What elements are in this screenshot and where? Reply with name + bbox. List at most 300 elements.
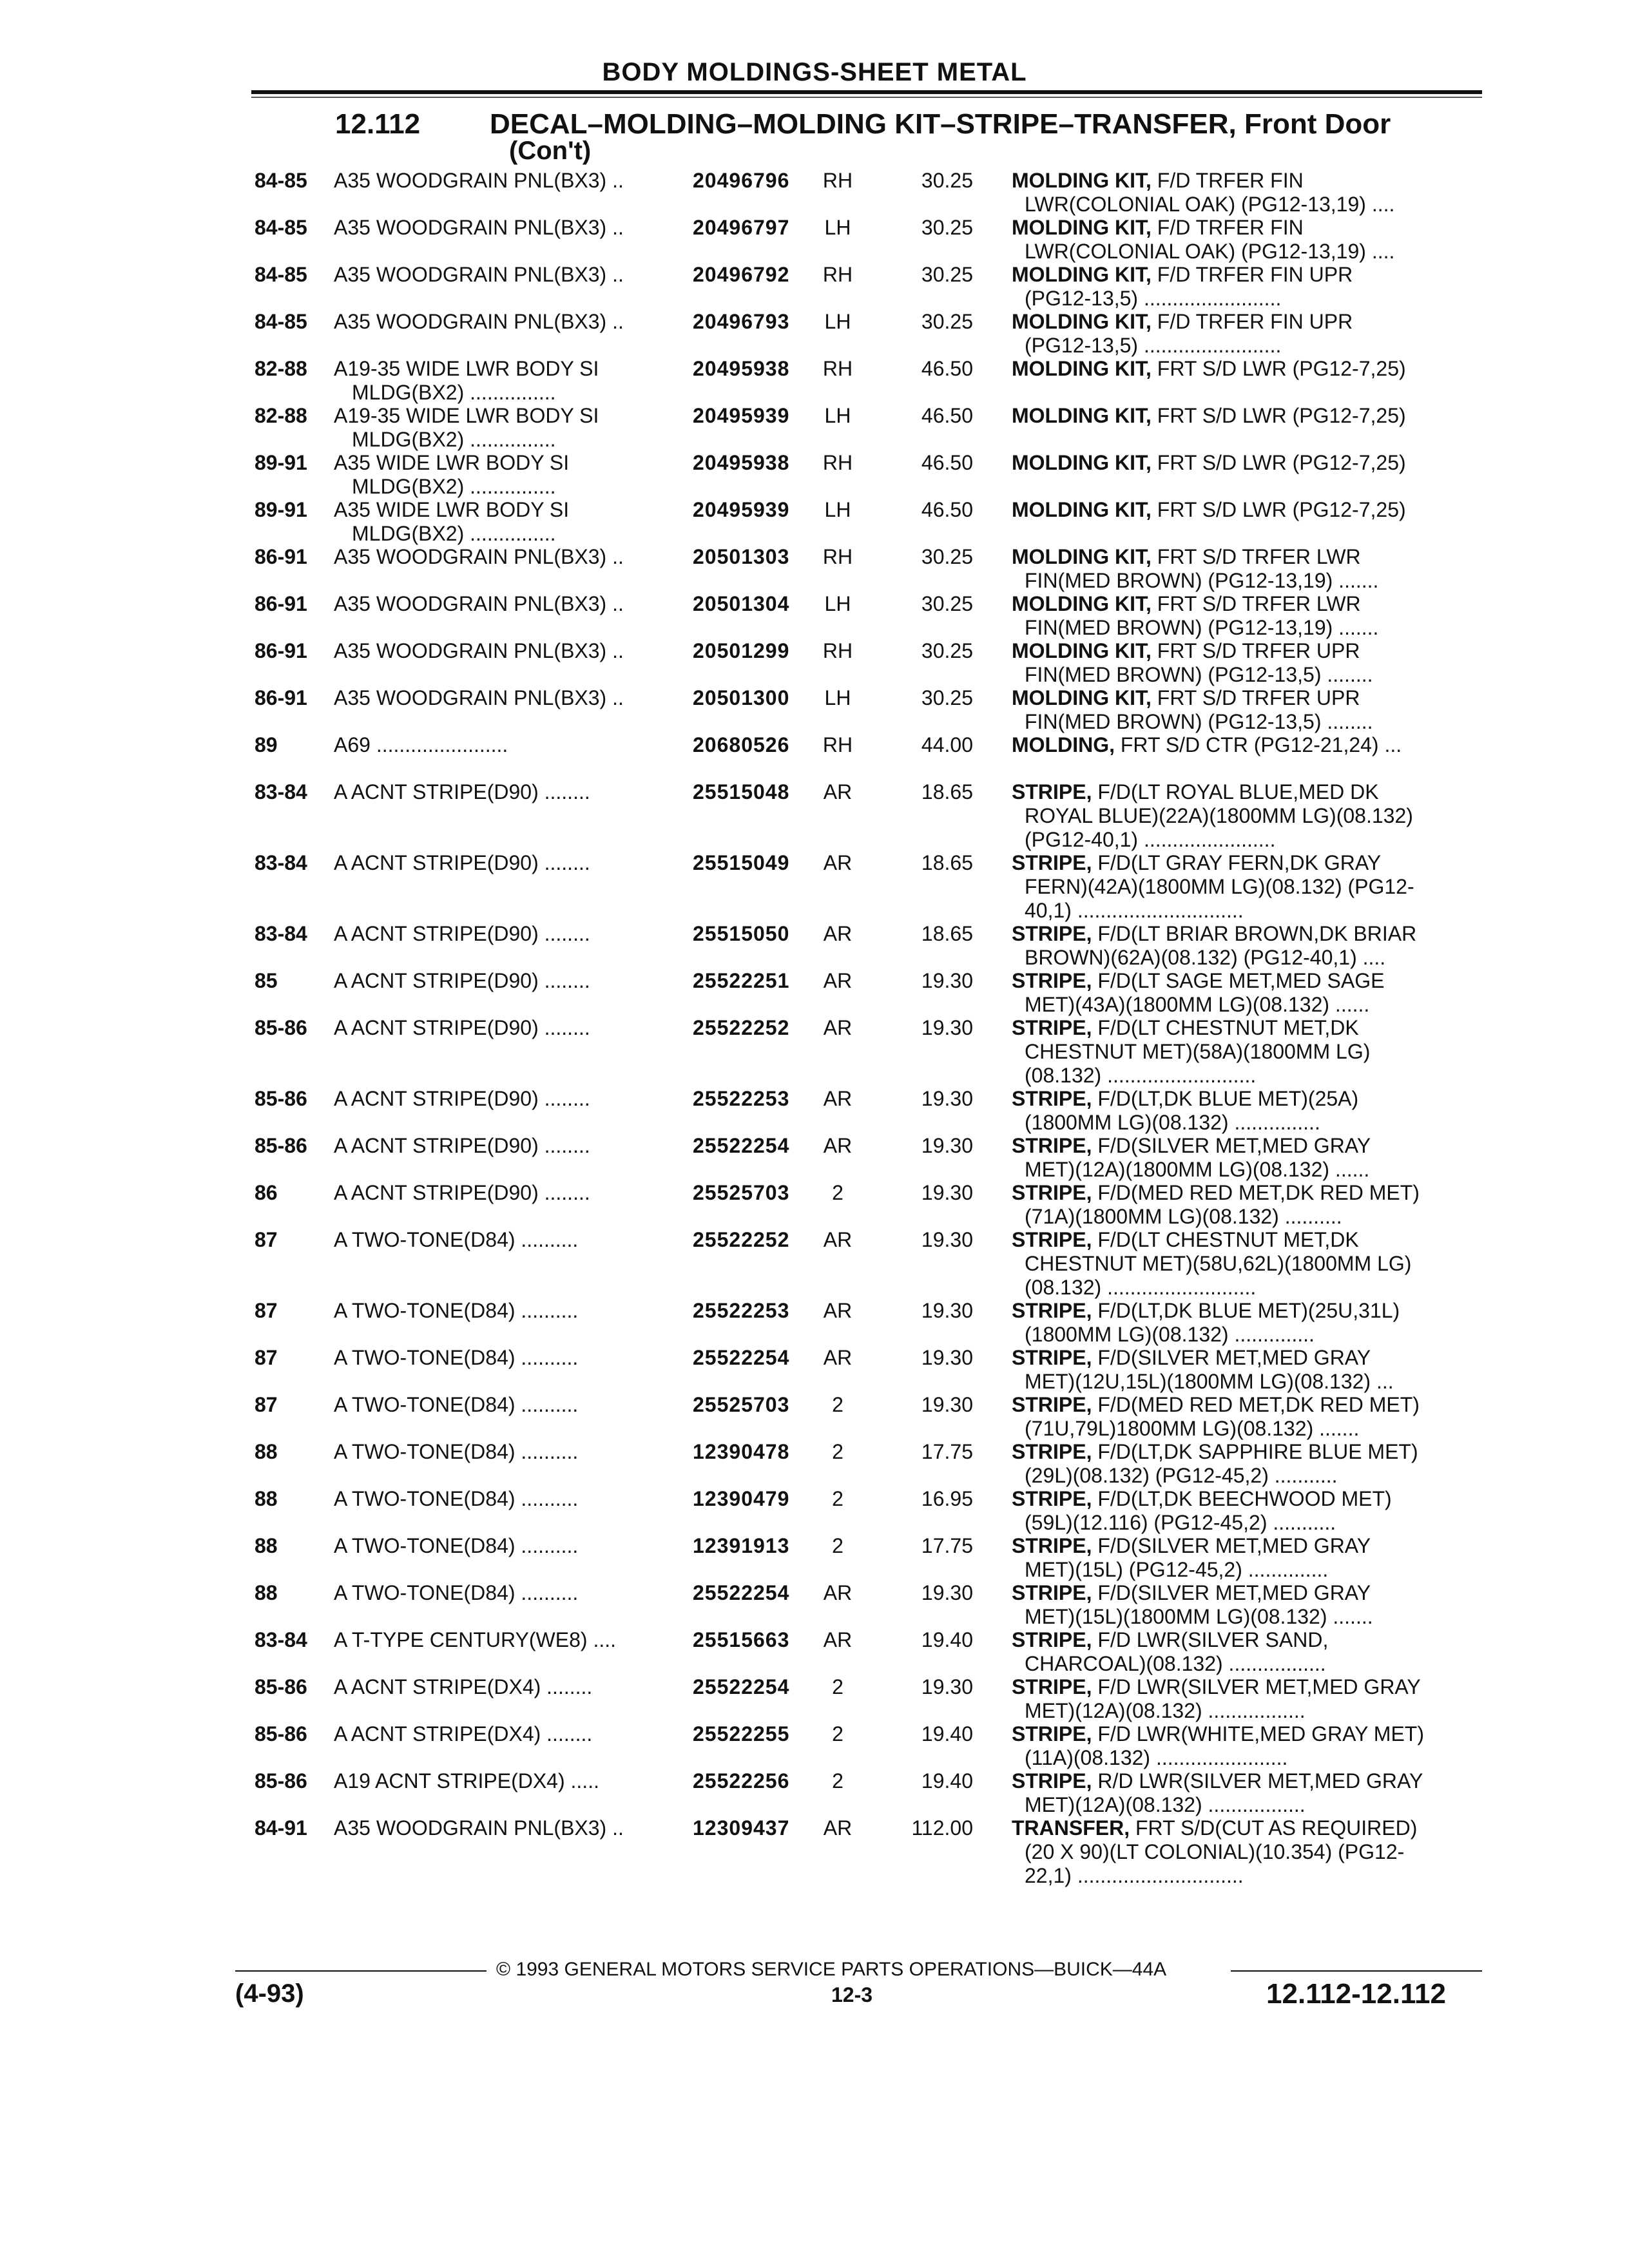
detail-line: CHESTNUT MET)(58U,62L)(1800MM LG): [1025, 1252, 1412, 1275]
detail-line: [1012, 969, 1482, 993]
description-line: A35 WOODGRAIN PNL(BX3) ..: [334, 592, 624, 615]
section-heading: [335, 108, 1391, 140]
part-name: STRIPE,: [1012, 851, 1092, 874]
price: 30.25: [921, 545, 973, 568]
footer-copyright: © 1993 GENERAL MOTORS SERVICE PARTS OPERATIONS—BUICK—44A: [496, 1959, 1167, 1980]
table-row: [0, 1816, 1629, 1887]
description-line: A TWO-TONE(D84) ..........: [334, 1487, 579, 1510]
part-name-detail: [1012, 1769, 1482, 1817]
detail-text: F/D(LT SAGE MET,MED SAGE: [1092, 969, 1385, 992]
part-name-detail: [1012, 1346, 1482, 1394]
quantity: 2: [832, 1487, 843, 1510]
quantity: LH: [824, 310, 851, 333]
model-years: 84-85: [255, 216, 307, 239]
part-name: STRIPE,: [1012, 1487, 1092, 1510]
table-row: [0, 263, 1629, 310]
model-years: 89-91: [255, 451, 307, 474]
quantity: AR: [823, 922, 853, 945]
detail-text: F/D(LT,DK SAPPHIRE BLUE MET): [1092, 1440, 1418, 1463]
part-number: 25515050: [693, 922, 790, 945]
part-name: STRIPE,: [1012, 1228, 1092, 1251]
quantity: 2: [832, 1675, 843, 1698]
table-row: [0, 1087, 1629, 1134]
detail-line: [1012, 686, 1482, 710]
table-row: [0, 545, 1629, 592]
part-name-detail: [1012, 451, 1482, 475]
part-number: 20501303: [693, 545, 790, 568]
table-row: [0, 310, 1629, 357]
part-name: STRIPE,: [1012, 1534, 1092, 1557]
footer-section-range: 12.112-12.112: [1266, 1978, 1446, 2010]
detail-text: F/D(LT CHESTNUT MET,DK: [1092, 1228, 1359, 1251]
detail-text: FRT S/D LWR (PG12-7,25): [1151, 498, 1406, 521]
detail-text: FRT S/D LWR (PG12-7,25): [1151, 451, 1406, 474]
part-name-detail: [1012, 404, 1482, 428]
quantity: AR: [823, 780, 853, 803]
item-description: [334, 1487, 675, 1511]
part-name: STRIPE,: [1012, 1134, 1092, 1157]
part-name: STRIPE,: [1012, 1440, 1092, 1463]
part-name-detail: [1012, 851, 1482, 923]
detail-line: [1012, 169, 1482, 193]
part-name-detail: [1012, 592, 1482, 640]
detail-line: MET)(43A)(1800MM LG)(08.132) ......: [1025, 993, 1370, 1016]
table-row: [0, 1016, 1629, 1087]
part-name: STRIPE,: [1012, 969, 1092, 992]
quantity: AR: [823, 1087, 853, 1110]
part-name: MOLDING KIT,: [1012, 639, 1152, 662]
part-number: 25522254: [693, 1675, 790, 1698]
table-row: [0, 851, 1629, 922]
part-name-detail: [1012, 780, 1482, 852]
detail-line: MET)(12A)(08.132) .................: [1025, 1699, 1306, 1722]
model-years: 84-85: [255, 310, 307, 333]
detail-line: [1012, 310, 1482, 334]
model-years: 86-91: [255, 592, 307, 615]
quantity: LH: [824, 216, 851, 239]
price: 19.40: [921, 1628, 973, 1651]
table-row: [0, 1134, 1629, 1181]
detail-line: [1012, 263, 1482, 287]
part-name-detail: [1012, 969, 1482, 1017]
description-line: A19-35 WIDE LWR BODY SI: [334, 357, 599, 380]
table-row: [0, 1628, 1629, 1675]
part-name-detail: [1012, 733, 1482, 757]
price: 44.00: [921, 733, 973, 756]
item-description: [334, 357, 675, 405]
part-name-detail: [1012, 686, 1482, 734]
quantity: RH: [822, 733, 853, 756]
model-years: 87: [255, 1228, 278, 1251]
table-row: [0, 1722, 1629, 1769]
quantity: AR: [823, 851, 853, 874]
detail-line: FIN(MED BROWN) (PG12-13,19) .......: [1025, 616, 1379, 639]
table-row: [0, 1299, 1629, 1346]
item-description: [334, 169, 675, 193]
part-number: 25515663: [693, 1628, 790, 1651]
model-years: 84-85: [255, 169, 307, 192]
part-name-detail: [1012, 545, 1482, 593]
price: 30.25: [921, 310, 973, 333]
model-years: 88: [255, 1581, 278, 1604]
detail-text: F/D(LT ROYAL BLUE,MED DK: [1092, 780, 1379, 803]
description-line: A35 WOODGRAIN PNL(BX3) ..: [334, 545, 624, 568]
part-name: MOLDING KIT,: [1012, 357, 1152, 380]
quantity: AR: [823, 1581, 853, 1604]
price: 19.40: [921, 1722, 973, 1745]
part-name: STRIPE,: [1012, 1581, 1092, 1604]
description-line: A35 WIDE LWR BODY SI: [334, 498, 570, 521]
detail-line: [1012, 592, 1482, 616]
quantity: RH: [822, 545, 853, 568]
part-name: STRIPE,: [1012, 1181, 1092, 1204]
footer-rule-right: [1231, 1970, 1482, 1972]
item-description: [334, 263, 675, 287]
model-years: 84-91: [255, 1816, 307, 1840]
part-number: 20680526: [693, 733, 790, 756]
part-number: 20501304: [693, 592, 790, 615]
price: 19.30: [921, 969, 973, 992]
part-number: 25525703: [693, 1181, 790, 1204]
price: 19.30: [921, 1581, 973, 1604]
part-name-detail: [1012, 1087, 1482, 1135]
model-years: 87: [255, 1346, 278, 1369]
item-description: [334, 1346, 675, 1370]
part-number: 12309437: [693, 1816, 790, 1840]
item-description: [334, 1581, 675, 1605]
item-description: [334, 969, 675, 993]
price: 19.30: [921, 1228, 973, 1251]
page-header-title: BODY MOLDINGS-SHEET METAL: [602, 58, 1027, 86]
detail-line: [1012, 1016, 1482, 1040]
detail-line: FIN(MED BROWN) (PG12-13,19) .......: [1025, 569, 1379, 592]
item-description: [334, 216, 675, 240]
detail-text: F/D TRFER FIN: [1151, 169, 1304, 192]
detail-line: FIN(MED BROWN) (PG12-13,5) ........: [1025, 663, 1373, 686]
detail-line: [1012, 1440, 1482, 1464]
item-description: [334, 1816, 675, 1840]
detail-text: F/D(LT BRIAR BROWN,DK BRIAR: [1092, 922, 1417, 945]
model-years: 86-91: [255, 639, 307, 662]
price: 30.25: [921, 169, 973, 192]
model-years: 89-91: [255, 498, 307, 521]
quantity: AR: [823, 969, 853, 992]
model-years: 83-84: [255, 922, 307, 945]
table-row: [0, 1581, 1629, 1628]
item-description: [334, 1299, 675, 1323]
item-description: [334, 310, 675, 334]
part-name-detail: [1012, 1181, 1482, 1229]
detail-line: LWR(COLONIAL OAK) (PG12-13,19) ....: [1025, 240, 1395, 263]
table-row: [0, 216, 1629, 263]
item-description: [334, 498, 675, 546]
price: 30.25: [921, 263, 973, 286]
model-years: 85-86: [255, 1675, 307, 1698]
part-name: MOLDING KIT,: [1012, 686, 1152, 709]
header-rule-thin: [251, 97, 1482, 98]
part-name-detail: [1012, 1299, 1482, 1347]
description-line: MLDG(BX2) ...............: [352, 381, 556, 404]
detail-line: [1012, 1393, 1482, 1417]
detail-line: [1012, 1134, 1482, 1158]
detail-line: [1012, 780, 1482, 804]
item-description: [334, 1087, 675, 1111]
part-number: 20501300: [693, 686, 790, 709]
model-years: 86-91: [255, 545, 307, 568]
part-number: 25522252: [693, 1228, 790, 1251]
part-name-detail: [1012, 1393, 1482, 1441]
item-description: [334, 592, 675, 616]
price: 19.30: [921, 1016, 973, 1039]
part-number: 20496792: [693, 263, 790, 286]
table-row: [0, 733, 1629, 780]
detail-text: R/D LWR(SILVER MET,MED GRAY: [1092, 1769, 1423, 1792]
part-name-detail: [1012, 1675, 1482, 1723]
part-number: 25515048: [693, 780, 790, 803]
detail-line: [1012, 922, 1482, 946]
table-row: [0, 1228, 1629, 1299]
detail-line: MET)(12A)(08.132) .................: [1025, 1793, 1306, 1816]
detail-text: F/D TRFER FIN UPR: [1151, 310, 1353, 333]
detail-line: [1012, 498, 1482, 522]
description-line: MLDG(BX2) ...............: [352, 475, 556, 498]
detail-line: (1800MM LG)(08.132) ...............: [1025, 1111, 1320, 1134]
price: 30.25: [921, 639, 973, 662]
detail-text: F/D(SILVER MET,MED GRAY: [1092, 1534, 1371, 1557]
detail-line: (11A)(08.132) .......................: [1025, 1746, 1288, 1769]
price: 16.95: [921, 1487, 973, 1510]
description-line: A ACNT STRIPE(D90) ........: [334, 922, 590, 945]
quantity: LH: [824, 404, 851, 427]
price: 19.30: [921, 1134, 973, 1157]
table-row: [0, 1346, 1629, 1393]
part-name: STRIPE,: [1012, 1769, 1092, 1792]
quantity: 2: [832, 1722, 843, 1745]
detail-text: F/D TRFER FIN UPR: [1151, 263, 1353, 286]
detail-line: (08.132) ..........................: [1025, 1276, 1257, 1299]
detail-line: (20 X 90)(LT COLONIAL)(10.354) (PG12-: [1025, 1840, 1405, 1863]
quantity: AR: [823, 1628, 853, 1651]
item-description: [334, 780, 675, 804]
part-name: STRIPE,: [1012, 922, 1092, 945]
section-continued: (Con't): [509, 137, 592, 165]
part-name-detail: [1012, 1134, 1482, 1182]
part-number: 20496796: [693, 169, 790, 192]
quantity: LH: [824, 592, 851, 615]
item-description: [334, 545, 675, 569]
detail-text: F/D(MED RED MET,DK RED MET): [1092, 1181, 1420, 1204]
detail-line: (PG12-13,5) ........................: [1025, 334, 1282, 357]
part-number: 25522256: [693, 1769, 790, 1792]
part-name: STRIPE,: [1012, 1016, 1092, 1039]
part-name: STRIPE,: [1012, 1299, 1092, 1322]
part-number: 25522251: [693, 969, 790, 992]
detail-text: FRT S/D CTR (PG12-21,24) ...: [1114, 733, 1402, 756]
part-name-detail: [1012, 216, 1482, 264]
description-line: A TWO-TONE(D84) ..........: [334, 1440, 579, 1463]
quantity: AR: [823, 1016, 853, 1039]
quantity: 2: [832, 1393, 843, 1416]
price: 46.50: [921, 357, 973, 380]
detail-line: [1012, 1534, 1482, 1558]
item-description: [334, 451, 675, 499]
part-name: MOLDING KIT,: [1012, 451, 1152, 474]
table-row: [0, 1534, 1629, 1581]
model-years: 82-88: [255, 404, 307, 427]
part-name-detail: [1012, 263, 1482, 311]
quantity: AR: [823, 1816, 853, 1840]
detail-line: FERN)(42A)(1800MM LG)(08.132) (PG12-: [1025, 875, 1414, 898]
detail-line: MET)(15L) (PG12-45,2) ..............: [1025, 1558, 1329, 1581]
detail-text: F/D TRFER FIN: [1151, 216, 1304, 239]
quantity: AR: [823, 1299, 853, 1322]
detail-line: [1012, 1181, 1482, 1205]
item-description: [334, 1440, 675, 1464]
description-line: A ACNT STRIPE(D90) ........: [334, 780, 590, 803]
part-name: STRIPE,: [1012, 1087, 1092, 1110]
footer-rule-left: [235, 1970, 487, 1972]
item-description: [334, 1228, 675, 1252]
item-description: [334, 639, 675, 663]
detail-line: [1012, 1487, 1482, 1511]
detail-text: F/D(LT CHESTNUT MET,DK: [1092, 1016, 1359, 1039]
part-number: 25522253: [693, 1087, 790, 1110]
detail-text: FRT S/D TRFER LWR: [1151, 592, 1361, 615]
description-line: A TWO-TONE(D84) ..........: [334, 1393, 579, 1416]
detail-text: F/D(LT GRAY FERN,DK GRAY: [1092, 851, 1382, 874]
model-years: 88: [255, 1440, 278, 1463]
table-row: [0, 169, 1629, 216]
detail-text: F/D(LT,DK BLUE MET)(25U,31L): [1092, 1299, 1400, 1322]
part-number: 25515049: [693, 851, 790, 874]
description-line: A35 WOODGRAIN PNL(BX3) ..: [334, 310, 624, 333]
header-rule: [251, 90, 1482, 94]
part-number: 20501299: [693, 639, 790, 662]
detail-line: [1012, 1769, 1482, 1793]
quantity: 2: [832, 1769, 843, 1792]
detail-text: FRT S/D TRFER UPR: [1151, 686, 1360, 709]
model-years: 83-84: [255, 780, 307, 803]
footer-page-number: 12-3: [831, 1983, 873, 2006]
description-line: A ACNT STRIPE(D90) ........: [334, 1134, 590, 1157]
detail-line: (59L)(12.116) (PG12-45,2) ...........: [1025, 1511, 1336, 1534]
description-line: A35 WOODGRAIN PNL(BX3) ..: [334, 216, 624, 239]
price: 19.30: [921, 1675, 973, 1698]
item-description: [334, 851, 675, 875]
description-line: A ACNT STRIPE(D90) ........: [334, 1087, 590, 1110]
parts-list: [0, 169, 1629, 1887]
description-line: A TWO-TONE(D84) ..........: [334, 1346, 579, 1369]
part-number: 20495938: [693, 451, 790, 474]
part-name-detail: [1012, 639, 1482, 687]
part-name-detail: [1012, 922, 1482, 970]
part-name-detail: [1012, 357, 1482, 381]
part-number: 12390478: [693, 1440, 790, 1463]
model-years: 85-86: [255, 1016, 307, 1039]
price: 19.40: [921, 1769, 973, 1792]
detail-line: [1012, 1628, 1482, 1652]
quantity: RH: [822, 263, 853, 286]
detail-line: FIN(MED BROWN) (PG12-13,5) ........: [1025, 710, 1373, 733]
quantity: 2: [832, 1440, 843, 1463]
quantity: LH: [824, 498, 851, 521]
part-number: 25522254: [693, 1581, 790, 1604]
description-line: A TWO-TONE(D84) ..........: [334, 1581, 579, 1604]
detail-line: [1012, 733, 1482, 757]
detail-line: [1012, 1675, 1482, 1699]
part-number: 12390479: [693, 1487, 790, 1510]
description-line: MLDG(BX2) ...............: [352, 522, 556, 545]
description-line: A35 WOODGRAIN PNL(BX3) ..: [334, 263, 624, 286]
detail-line: (PG12-13,5) ........................: [1025, 287, 1282, 310]
detail-line: CHESTNUT MET)(58A)(1800MM LG): [1025, 1040, 1371, 1063]
description-line: A TWO-TONE(D84) ..........: [334, 1534, 579, 1557]
detail-line: (08.132) ..........................: [1025, 1064, 1257, 1087]
description-line: A ACNT STRIPE(DX4) ........: [334, 1675, 593, 1698]
quantity: AR: [823, 1228, 853, 1251]
description-line: A ACNT STRIPE(D90) ........: [334, 1016, 590, 1039]
price: 17.75: [921, 1440, 973, 1463]
detail-line: [1012, 1299, 1482, 1323]
part-name: STRIPE,: [1012, 1628, 1092, 1651]
part-name: STRIPE,: [1012, 1346, 1092, 1369]
description-line: A ACNT STRIPE(D90) ........: [334, 1181, 590, 1204]
description-line: MLDG(BX2) ...............: [352, 428, 556, 451]
price: 17.75: [921, 1534, 973, 1557]
item-description: [334, 1534, 675, 1558]
item-description: [334, 1769, 675, 1793]
description-line: A19-35 WIDE LWR BODY SI: [334, 404, 599, 427]
model-years: 86: [255, 1181, 278, 1204]
table-row: [0, 639, 1629, 686]
price: 19.30: [921, 1299, 973, 1322]
table-row: [0, 357, 1629, 404]
section-number: 12.112: [335, 108, 421, 140]
detail-text: F/D(MED RED MET,DK RED MET): [1092, 1393, 1420, 1416]
part-name-detail: [1012, 1816, 1482, 1888]
detail-text: FRT S/D(CUT AS REQUIRED): [1130, 1816, 1418, 1840]
part-name: MOLDING KIT,: [1012, 216, 1152, 239]
table-row: [0, 451, 1629, 498]
detail-line: [1012, 451, 1482, 475]
part-name: MOLDING KIT,: [1012, 263, 1152, 286]
quantity: AR: [823, 1134, 853, 1157]
detail-text: F/D(SILVER MET,MED GRAY: [1092, 1581, 1371, 1604]
detail-line: (1800MM LG)(08.132) ..............: [1025, 1323, 1315, 1346]
price: 30.25: [921, 592, 973, 615]
detail-line: MET)(12A)(1800MM LG)(08.132) ......: [1025, 1158, 1370, 1181]
part-number: 20496797: [693, 216, 790, 239]
model-years: 85-86: [255, 1722, 307, 1745]
detail-line: (29L)(08.132) (PG12-45,2) ...........: [1025, 1464, 1338, 1487]
part-name: MOLDING KIT,: [1012, 592, 1152, 615]
detail-line: (PG12-40,1) .......................: [1025, 828, 1276, 851]
item-description: [334, 686, 675, 710]
part-name: STRIPE,: [1012, 1722, 1092, 1745]
part-name: MOLDING KIT,: [1012, 498, 1152, 521]
item-description: [334, 1675, 675, 1699]
part-number: 25522252: [693, 1016, 790, 1039]
model-years: 84-85: [255, 263, 307, 286]
part-name: MOLDING KIT,: [1012, 169, 1152, 192]
part-name: STRIPE,: [1012, 780, 1092, 803]
table-row: [0, 922, 1629, 969]
part-name-detail: [1012, 1440, 1482, 1488]
model-years: 85-86: [255, 1134, 307, 1157]
price: 18.65: [921, 851, 973, 874]
table-row: [0, 1487, 1629, 1534]
model-years: 88: [255, 1534, 278, 1557]
